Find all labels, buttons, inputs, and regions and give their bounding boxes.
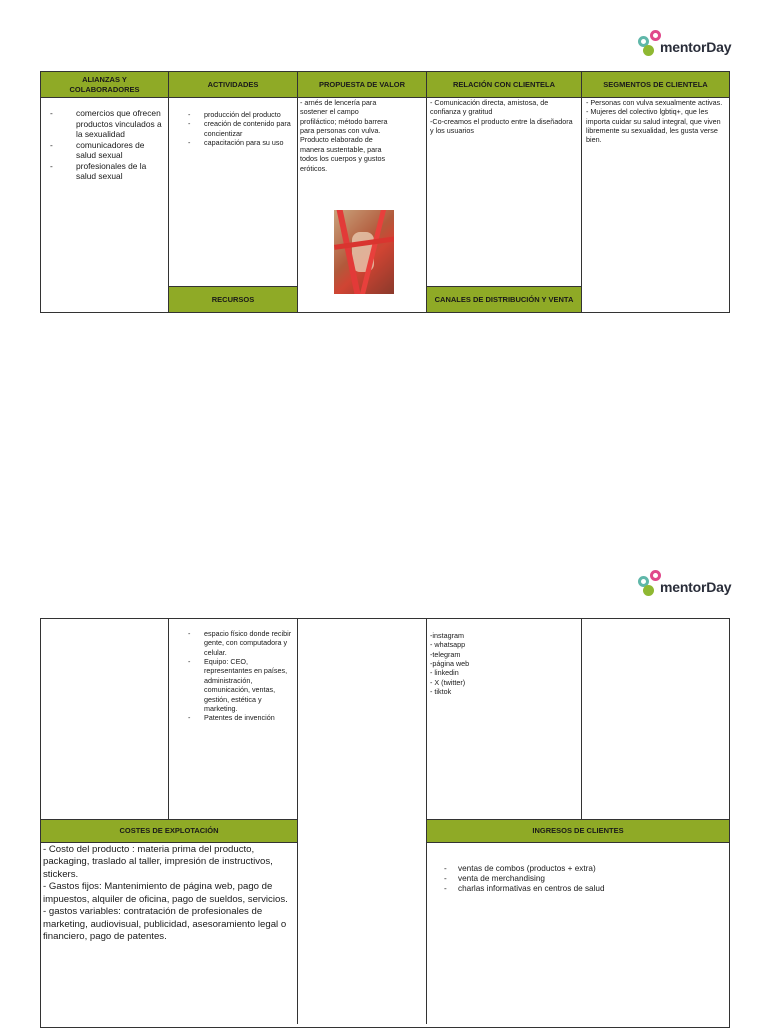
recursos-item: - espacio físico donde recibir gente, con computadora y celular.	[184, 629, 296, 657]
header-segmentos: SEGMENTOS DE CLIENTELA	[581, 71, 730, 98]
ingresos-item: - charlas informativas en centros de salud	[440, 884, 720, 894]
header-relacion: RELACIÓN CON CLIENTELA	[426, 71, 582, 98]
segmentos-text: - Personas con vulva sexualmente activas. - Mujeres del colectivo lgbtiq+, que les importa cuidar su salud integral, que viven libremente su sexualidad, les gusta verse bien.	[586, 98, 723, 145]
header-recursos: RECURSOS	[168, 286, 298, 313]
mentorday-logo	[638, 30, 731, 56]
alianzas-item: - comercios que ofrecen productos vinculados a la sexualidad	[46, 108, 164, 140]
canales-item: - X (twitter)	[430, 677, 466, 687]
recursos-item: - Patentes de invención	[184, 713, 296, 722]
alianzas-list	[46, 108, 164, 182]
logo-icon	[638, 570, 664, 596]
actividades-item: - producción del producto	[184, 110, 292, 119]
recursos-list	[184, 629, 296, 723]
header-propuesta: PROPUESTA DE VALOR	[297, 71, 427, 98]
canales-item: -página web	[430, 659, 470, 669]
mentorday-logo-2	[638, 570, 731, 596]
canales-item: -telegram	[430, 649, 461, 659]
ingresos-item: - venta de merchandising	[440, 874, 720, 884]
alianzas-item: - profesionales de la salud sexual	[46, 161, 164, 182]
costes-text: - Costo del producto : materia prima del producto, packaging, traslado al taller, impresión de instructivos, stickers. - Gastos fijos: Mantenimiento de página web, pago de impuestos, alquiler de oficina, pago de sueldos, servicios. - gastos variables: contratación de profesionales de marketing, audiovisual, publicidad, asesoramiento legal o financiero, pago de patentes.	[43, 844, 288, 943]
relacion-text: - Comunicación directa, amistosa, de confianza y gratitud -Co-creamos el producto entre la diseñadora y los usuarios	[430, 98, 573, 136]
ingresos-item: - ventas de combos (productos + extra)	[440, 864, 720, 874]
logo-icon	[638, 30, 664, 56]
header-actividades: ACTIVIDADES	[168, 71, 298, 98]
header-canales: CANALES DE DISTRIBUCIÓN Y VENTA	[426, 286, 582, 313]
header-alianzas: ALIANZAS Y COLABORADORES	[40, 71, 169, 98]
header-costes: COSTES DE EXPLOTACIÓN	[40, 819, 298, 843]
canales-list	[430, 631, 576, 697]
product-photo	[334, 210, 394, 294]
canales-item: - linkedin	[430, 668, 459, 678]
alianzas-item: - comunicadores de salud sexual	[46, 140, 164, 161]
actividades-item: - creación de contenido para concientizar	[184, 119, 292, 138]
actividades-list	[184, 110, 292, 147]
header-ingresos: INGRESOS DE CLIENTES	[426, 819, 730, 843]
actividades-item: - capacitación para su uso	[184, 138, 292, 147]
logo-text: mentorDay	[660, 39, 732, 55]
recursos-item: - Equipo: CEO, representantes en países, administración, comunicación, ventas, gestión, estética y marketing.	[184, 657, 296, 713]
canales-item: - whatsapp	[430, 640, 466, 650]
logo-text: mentorDay	[660, 579, 732, 595]
canales-item: -instagram	[430, 631, 464, 640]
propuesta-text: - arnés de lencería para sostener el campo profiláctico; método barrera para personas con vulva. Producto elaborado de manera sustentable, para todos los cuerpos y gustos eróticos.	[300, 98, 388, 173]
ingresos-list	[440, 864, 720, 894]
canales-item: - tiktok	[430, 687, 452, 697]
